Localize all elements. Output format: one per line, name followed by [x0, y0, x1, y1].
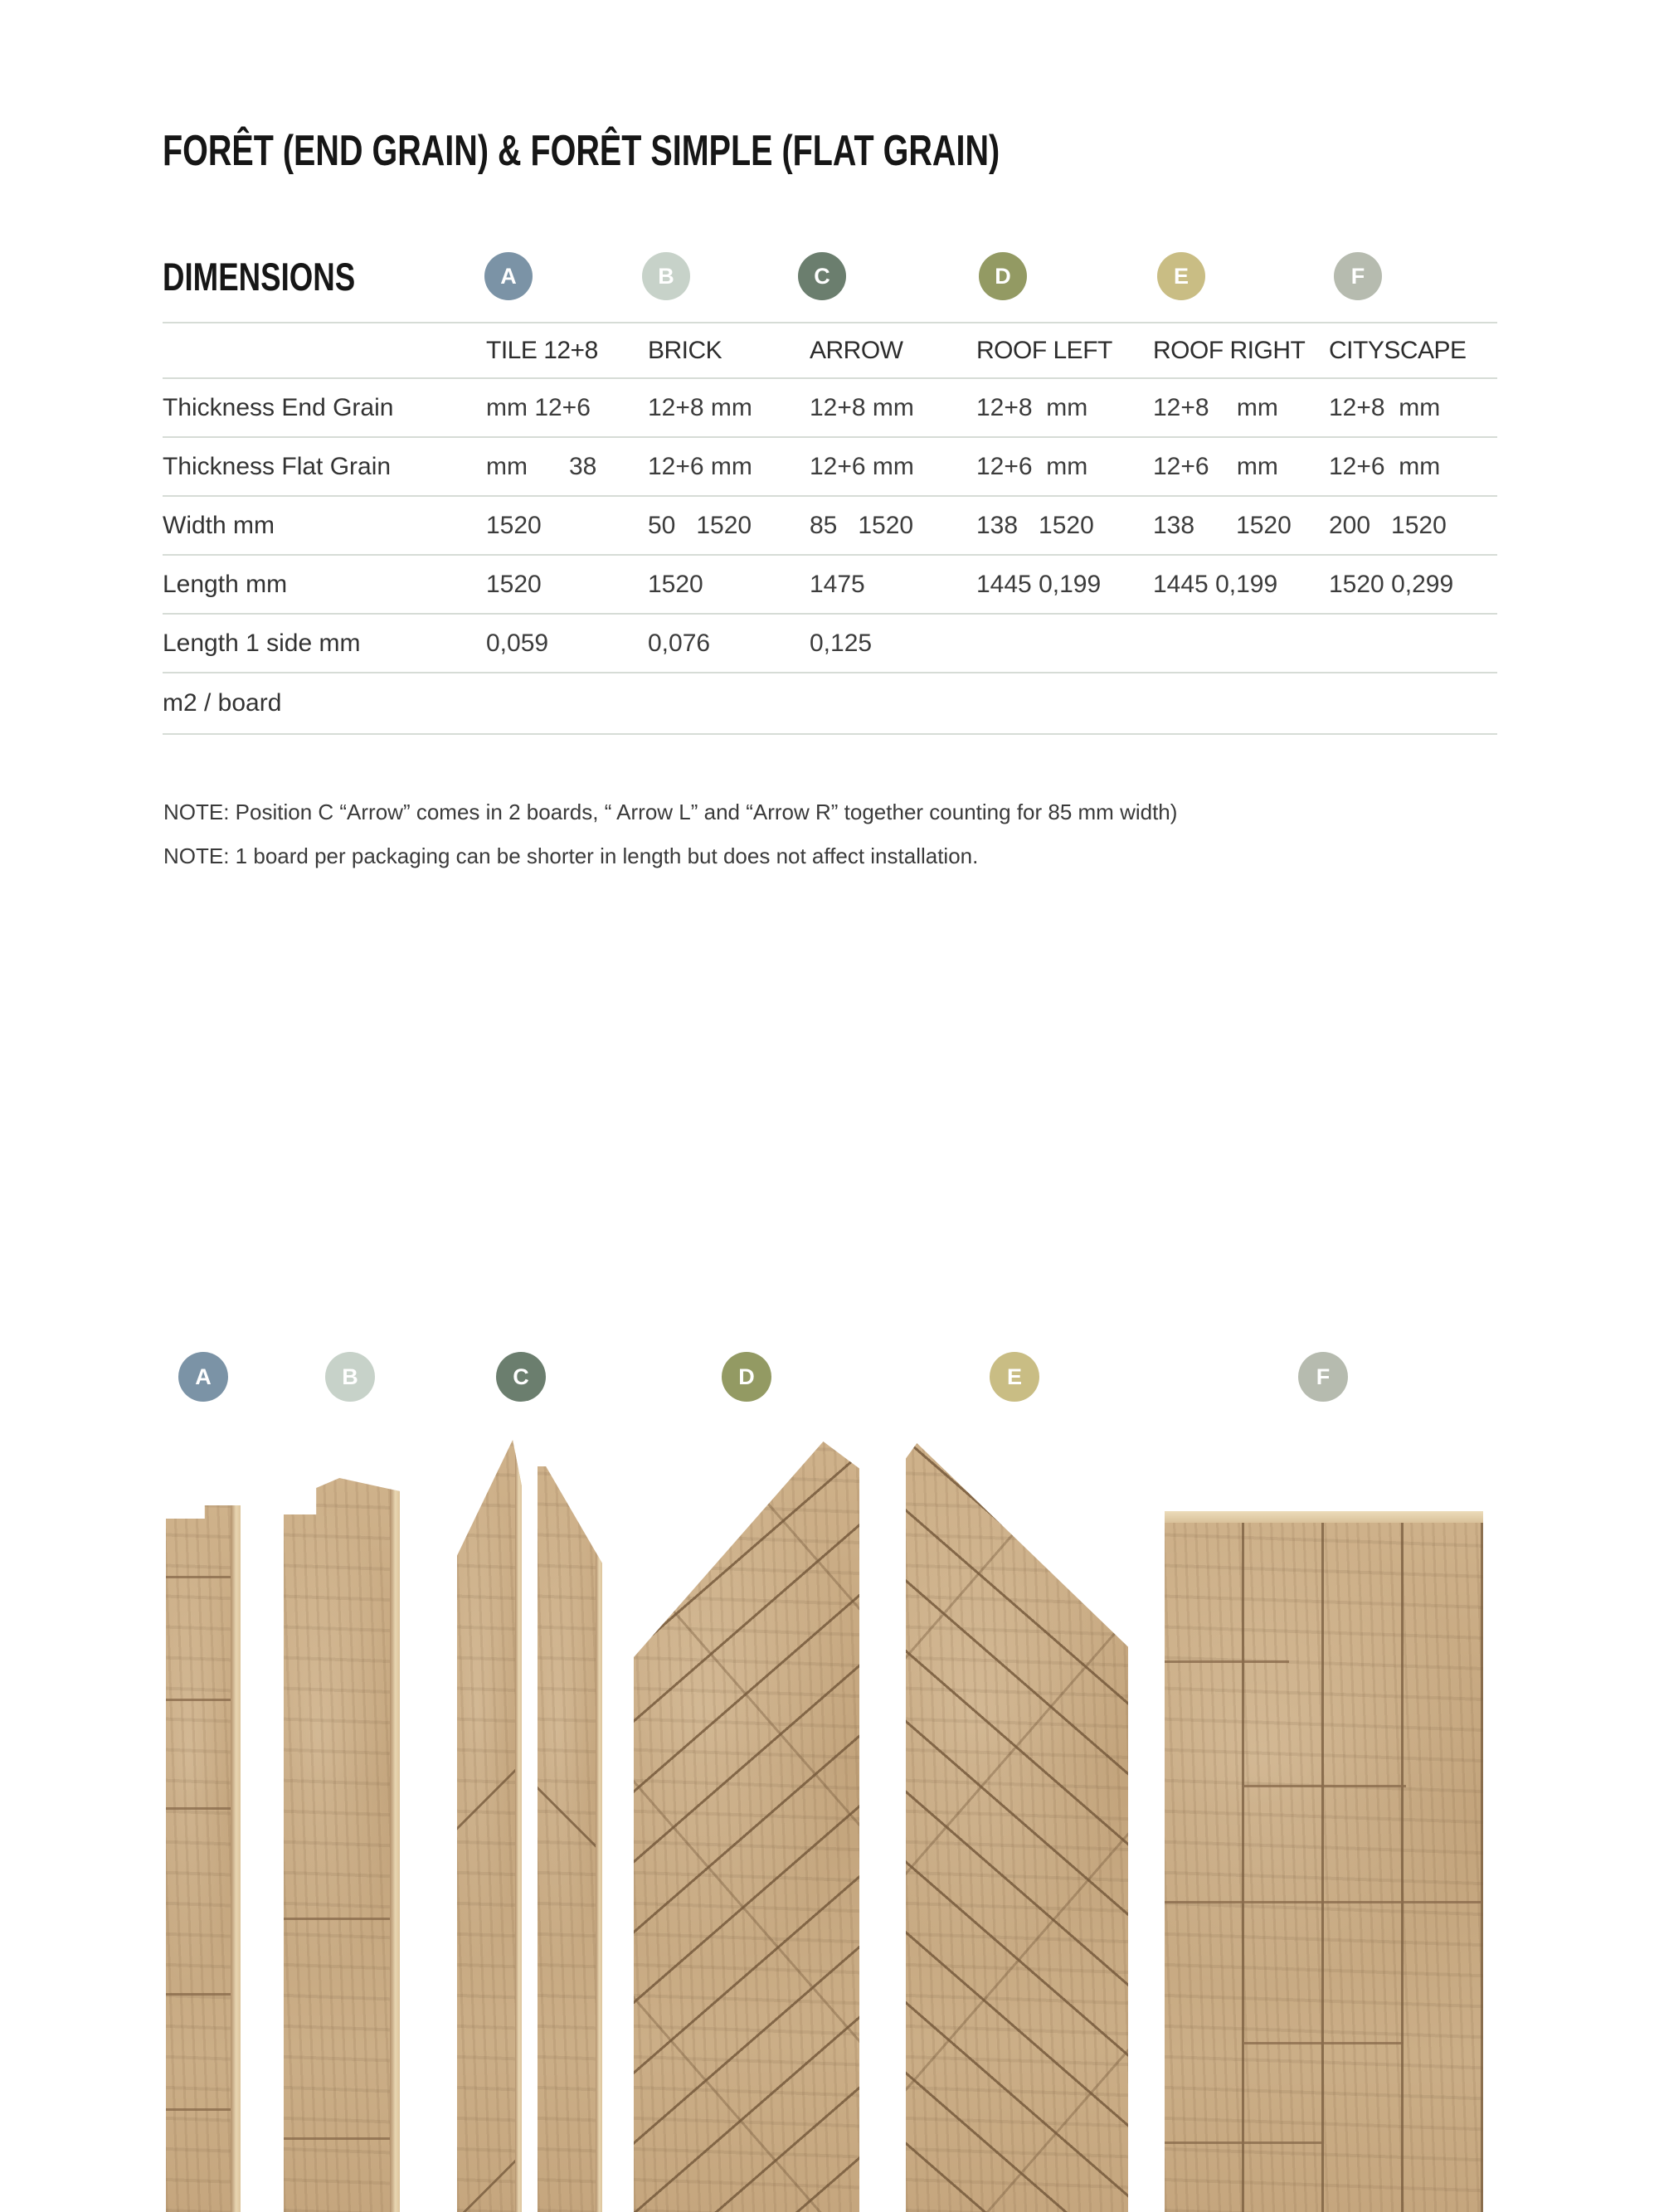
- cell-thickness-end-grain-e: 12+8 mm: [1153, 377, 1329, 436]
- sample-circle-a: A: [178, 1352, 228, 1402]
- legend-circle-c: C: [798, 252, 846, 300]
- wood-sample-tile-strip: [166, 1505, 241, 2212]
- plank-seam: [166, 1576, 232, 1578]
- plank-seam: [1244, 2042, 1404, 2044]
- row-label-length: Length mm: [163, 554, 486, 613]
- legend-circle-d: D: [979, 252, 1027, 300]
- sample-circle-d: D: [722, 1352, 771, 1402]
- cell-thickness-end-grain-c: 12+8 mm: [810, 377, 976, 436]
- column-header-roof-right: ROOF RIGHT: [1153, 322, 1329, 377]
- column-header-arrow: ARROW: [810, 322, 976, 377]
- diagonal-brick-overlay: [906, 1443, 1128, 2212]
- notes-block: [163, 801, 1177, 889]
- cell-length-d: 1445 0,199: [976, 554, 1153, 613]
- row-label-m2-board: m2 / board: [163, 672, 486, 735]
- cell-width-c: 85 1520: [810, 495, 976, 554]
- plank-side-edge: [515, 1440, 522, 2212]
- plank-top-edge: [1165, 1511, 1483, 1523]
- cell-length-1-side-c: 0,125: [810, 613, 976, 672]
- cell-m2-board-b: [648, 672, 810, 735]
- cell-m2-board-c: [810, 672, 976, 735]
- cell-m2-board-f: [1329, 672, 1497, 735]
- cell-length-1-side-d: [976, 613, 1153, 672]
- cell-thickness-flat-grain-a: mm 38: [486, 436, 648, 495]
- cell-thickness-end-grain-a: mm 12+6: [486, 377, 648, 436]
- cell-width-b: 50 1520: [648, 495, 810, 554]
- diagonal-brick-overlay: [634, 1441, 859, 2212]
- sample-circle-c: C: [496, 1352, 546, 1402]
- sample-circle-b: B: [325, 1352, 375, 1402]
- vertical-seam-overlay: [1165, 1511, 1483, 2212]
- plank-side-edge: [596, 1466, 602, 2212]
- cell-thickness-flat-grain-c: 12+6 mm: [810, 436, 976, 495]
- wood-sample-roof-right-panel: [906, 1443, 1128, 2212]
- plank-seam: [284, 2137, 392, 2140]
- diagonal-seam-overlay: [538, 1466, 602, 2212]
- cell-thickness-flat-grain-f: 12+6 mm: [1329, 436, 1497, 495]
- legend-circle-a: A: [484, 252, 533, 300]
- wood-grain-texture: [166, 1505, 241, 2212]
- section-heading: DIMENSIONS: [163, 255, 356, 299]
- wood-grain-texture: [284, 1478, 400, 2212]
- plank-seam: [1244, 1785, 1406, 1787]
- legend-circle-b: B: [642, 252, 690, 300]
- cell-thickness-flat-grain-d: 12+6 mm: [976, 436, 1153, 495]
- row-label-length-1-side: Length 1 side mm: [163, 613, 486, 672]
- cell-thickness-end-grain-f: 12+8 mm: [1329, 377, 1497, 436]
- plank-side-edge: [231, 1505, 241, 2212]
- wood-sample-cityscape-panel: [1165, 1511, 1483, 2212]
- column-header-tile: TILE 12+8: [486, 322, 648, 377]
- note-arrow-boards: NOTE: Position C “Arrow” comes in 2 boards, “ Arrow L” and “Arrow R” together counting for 85 mm width): [163, 800, 1178, 824]
- cell-thickness-flat-grain-e: 12+6 mm: [1153, 436, 1329, 495]
- column-header-roof-left: ROOF LEFT: [976, 322, 1153, 377]
- cell-length-1-side-e: [1153, 613, 1329, 672]
- diagonal-seam-overlay: [457, 1440, 522, 2212]
- wood-sample-brick-plank: [284, 1478, 400, 2212]
- column-header-brick: BRICK: [648, 322, 810, 377]
- page-title: FORÊT (END GRAIN) & FORÊT SIMPLE (FLAT GRAIN): [163, 127, 1000, 175]
- wood-sample-roof-left-panel: [634, 1441, 859, 2212]
- cell-length-e: 1445 0,199: [1153, 554, 1329, 613]
- column-header-cityscape: CITYSCAPE: [1329, 322, 1497, 377]
- plank-seam: [1165, 1660, 1289, 1663]
- cell-length-1-side-f: [1329, 613, 1497, 672]
- cell-m2-board-e: [1153, 672, 1329, 735]
- plank-seam: [284, 1918, 392, 1920]
- cell-thickness-end-grain-d: 12+8 mm: [976, 377, 1153, 436]
- wood-sample-arrow-left: [457, 1440, 522, 2212]
- sample-circle-f: F: [1298, 1352, 1348, 1402]
- plank-seam: [166, 1699, 232, 1701]
- wood-sample-arrow-right: [538, 1466, 602, 2212]
- cell-width-f: 200 1520: [1329, 495, 1497, 554]
- row-label-width: Width mm: [163, 495, 486, 554]
- row-label-thickness-end-grain: Thickness End Grain: [163, 377, 486, 436]
- dimensions-table: [163, 322, 1497, 735]
- cell-length-b: 1520: [648, 554, 810, 613]
- cell-length-a: 1520: [486, 554, 648, 613]
- table-corner-cell: [163, 322, 486, 377]
- plank-seam: [166, 1807, 232, 1810]
- cell-width-e: 138 1520: [1153, 495, 1329, 554]
- row-label-thickness-flat-grain: Thickness Flat Grain: [163, 436, 486, 495]
- cell-thickness-flat-grain-b: 12+6 mm: [648, 436, 810, 495]
- cell-m2-board-a: [486, 672, 648, 735]
- cell-length-1-side-a: 0,059: [486, 613, 648, 672]
- cell-length-1-side-b: 0,076: [648, 613, 810, 672]
- legend-circle-e: E: [1157, 252, 1205, 300]
- cell-thickness-end-grain-b: 12+8 mm: [648, 377, 810, 436]
- cell-width-d: 138 1520: [976, 495, 1153, 554]
- plank-seam: [1165, 2142, 1322, 2144]
- plank-seam: [166, 2108, 232, 2111]
- cell-length-c: 1475: [810, 554, 976, 613]
- cell-m2-board-d: [976, 672, 1153, 735]
- sample-circle-e: E: [990, 1352, 1039, 1402]
- plank-side-edge: [390, 1478, 400, 2212]
- note-packaging: NOTE: 1 board per packaging can be shorter in length but does not affect installation.: [163, 843, 979, 868]
- plank-seam: [166, 1993, 232, 1996]
- cell-width-a: 1520: [486, 495, 648, 554]
- cell-length-f: 1520 0,299: [1329, 554, 1497, 613]
- legend-circle-f: F: [1334, 252, 1382, 300]
- plank-seam: [1165, 1901, 1483, 1903]
